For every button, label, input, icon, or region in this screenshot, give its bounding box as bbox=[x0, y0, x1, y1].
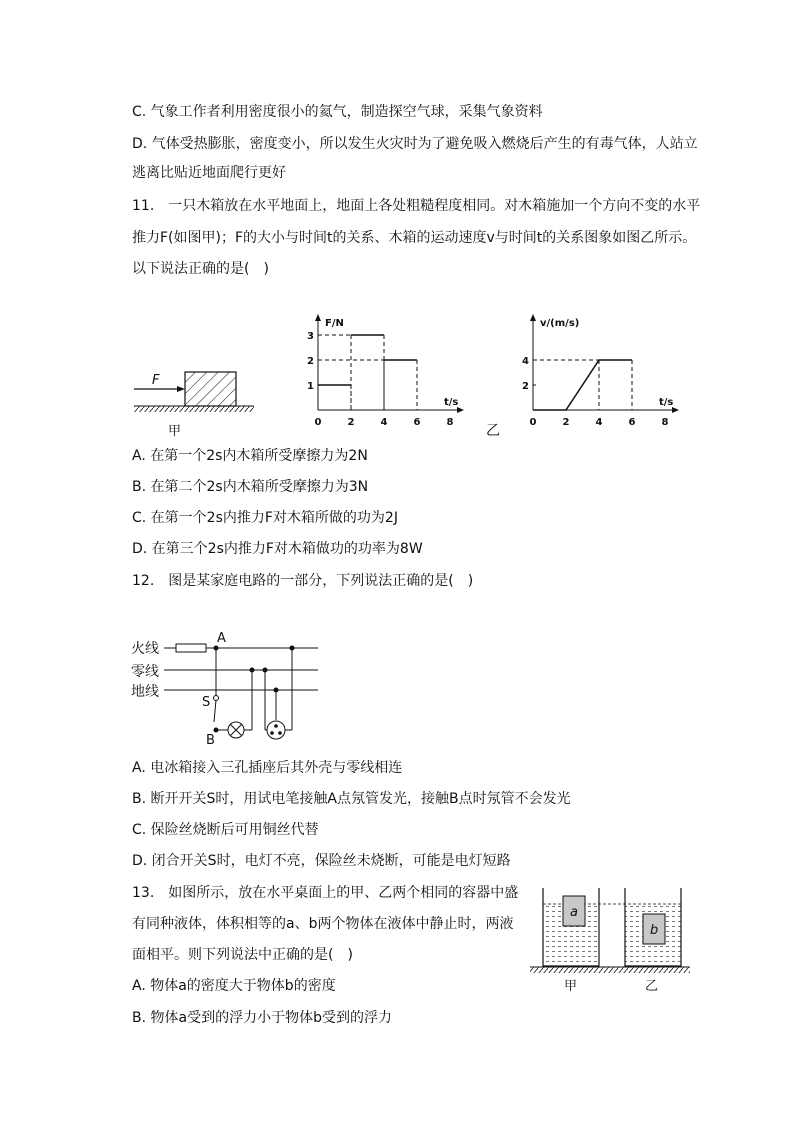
switch-label: S bbox=[202, 695, 211, 710]
q11-option-d: D. 在第三个2s内推力F对木箱做功的功率为8W bbox=[132, 541, 423, 557]
force-label: F bbox=[152, 373, 160, 388]
y-tick-label: 2 bbox=[522, 381, 529, 392]
option-c-prev: C. 气象工作者利用密度很小的氦气，制造探空气球，采集气象资料 bbox=[132, 104, 543, 120]
caption-yi: 乙 bbox=[645, 979, 659, 994]
q12-option-d: D. 闭合开关S时，电灯不亮，保险丝未烧断，可能是电灯短路 bbox=[132, 853, 511, 869]
q12-stem: 12. 图是某家庭电路的一部分，下列说法正确的是( ) bbox=[132, 573, 474, 589]
three-hole-socket bbox=[267, 721, 285, 739]
containers-figure bbox=[528, 884, 694, 996]
x-axis-label: t/s bbox=[659, 397, 674, 408]
q11-option-b: B. 在第二个2s内木箱所受摩擦力为3N bbox=[132, 479, 369, 495]
option-d-prev-line2: 逃离比贴近地面爬行更好 bbox=[132, 165, 286, 181]
ground-hatch bbox=[134, 406, 254, 412]
object-a-label: a bbox=[570, 905, 578, 920]
y-tick-label: 3 bbox=[307, 331, 314, 342]
q12-option-b: B. 断开开关S时，用试电笔接触A点氖管发光，接触B点时氖管不会发光 bbox=[132, 791, 571, 807]
x-tick-label: 2 bbox=[347, 417, 355, 428]
y-tick-label: 4 bbox=[522, 356, 529, 367]
q11-stem-line3: 以下说法正确的是( ) bbox=[132, 261, 269, 277]
y-tick-label: 1 bbox=[307, 381, 314, 392]
y-axis-label: v/(m/s) bbox=[540, 318, 580, 329]
x-tick-label: 0 bbox=[529, 417, 537, 428]
live-wire-label: 火线 bbox=[131, 641, 159, 657]
x-tick-label: 8 bbox=[446, 417, 454, 428]
y-axis-label: F/N bbox=[325, 318, 344, 329]
v-line bbox=[533, 360, 632, 410]
table-hatch bbox=[530, 967, 690, 973]
q11-option-a: A. 在第一个2s内木箱所受摩擦力为2N bbox=[132, 448, 368, 464]
x-tick-label: 4 bbox=[380, 417, 388, 428]
q12-option-c: C. 保险丝烧断后可用铜丝代替 bbox=[132, 822, 319, 838]
fig-yi-caption: 乙 bbox=[486, 423, 500, 439]
switch bbox=[214, 700, 216, 722]
x-tick-label: 0 bbox=[314, 417, 322, 428]
x-tick-label: 8 bbox=[661, 417, 669, 428]
q13-stem-line2: 有同种液体，体积相等的a、b两个物体在液体中静止时，两液 bbox=[132, 916, 514, 932]
circuit-diagram bbox=[128, 628, 328, 750]
caption-jia: 甲 bbox=[564, 979, 578, 994]
x-tick-label: 4 bbox=[595, 417, 603, 428]
q11-figure-jia bbox=[128, 360, 258, 440]
x-tick-label: 2 bbox=[562, 417, 570, 428]
y-tick-label: 2 bbox=[307, 356, 314, 367]
object-b-label: b bbox=[650, 923, 659, 938]
y-axis-arrow bbox=[315, 314, 321, 321]
fuse bbox=[176, 644, 206, 652]
q11-stem-line2: 推力F(如图甲)；F的大小与时间t的关系、木箱的运动速度v与时间t的关系图象如图乙所示。 bbox=[132, 230, 697, 246]
wooden-box bbox=[185, 372, 236, 406]
f-t-chart bbox=[300, 310, 480, 435]
switch-contact bbox=[214, 696, 219, 701]
point-a-label: A bbox=[217, 631, 226, 646]
v-t-chart bbox=[515, 310, 695, 435]
q11-stem-line1: 11. 一只木箱放在水平地面上，地面上各处粗糙程度相同。对木箱施加一个方向不变的水平 bbox=[132, 198, 701, 214]
point-b-label: B bbox=[206, 733, 215, 748]
neutral-wire-label: 零线 bbox=[131, 664, 159, 680]
q12-option-a: A. 电冰箱接入三孔插座后其外壳与零线相连 bbox=[132, 760, 403, 776]
x-tick-label: 6 bbox=[628, 417, 636, 428]
q11-option-c: C. 在第一个2s内推力F对木箱所做的功为2J bbox=[132, 510, 398, 526]
x-axis-label: t/s bbox=[444, 397, 459, 408]
q13-option-a: A. 物体a的密度大于物体b的密度 bbox=[132, 978, 336, 994]
q13-option-b: B. 物体a受到的浮力小于物体b受到的浮力 bbox=[132, 1010, 392, 1026]
q13-stem-line1: 13. 如图所示，放在水平桌面上的甲、乙两个相同的容器中盛 bbox=[132, 885, 519, 901]
option-d-prev-line1: D. 气体受热膨胀，密度变小，所以发生火灾时为了避免吸入燃烧后产生的有毒气体，人站立 bbox=[132, 136, 698, 152]
x-tick-label: 6 bbox=[413, 417, 421, 428]
q13-stem-line3: 面相平。则下列说法中正确的是( ) bbox=[132, 947, 353, 963]
ground-wire-label: 地线 bbox=[131, 684, 159, 700]
y-axis-arrow bbox=[530, 314, 536, 321]
fig-jia-caption: 甲 bbox=[168, 424, 182, 439]
